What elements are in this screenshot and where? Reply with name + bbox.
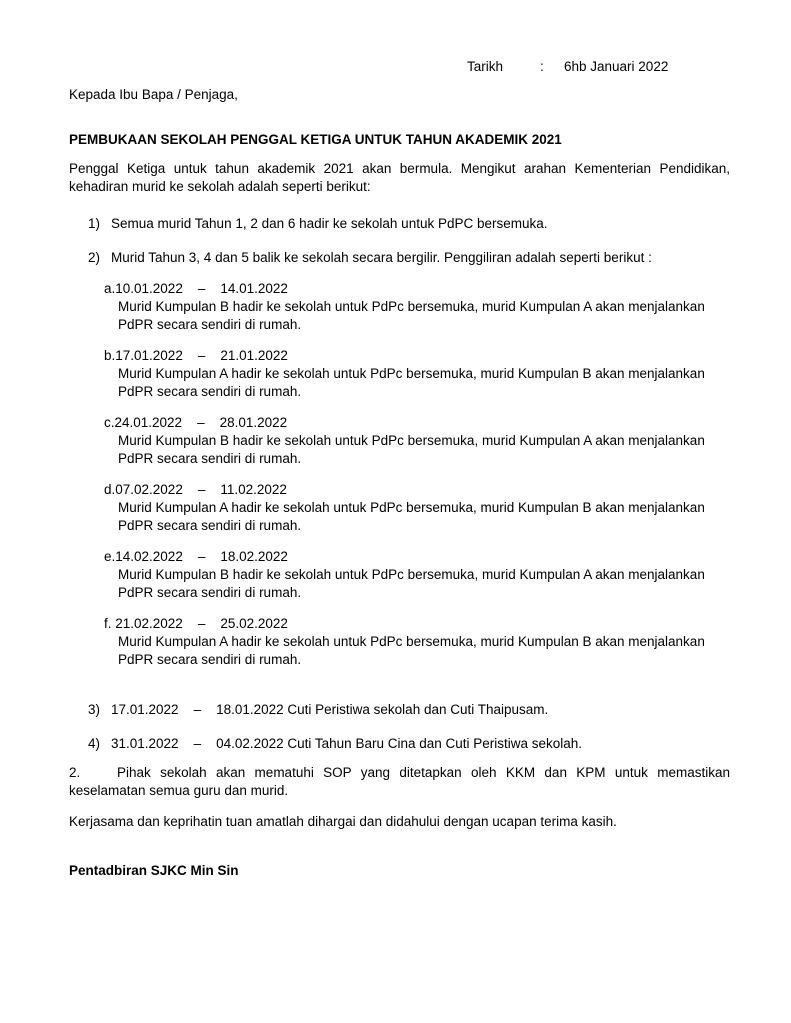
schedule-entry-c: [69, 414, 730, 468]
list-item-3: [69, 701, 730, 719]
list-item-4: [69, 735, 730, 753]
schedule-description: Murid Kumpulan B hadir ke sekolah untuk PdPc bersemuka, murid Kumpulan A akan menjalankan PdPR secara sendiri di rumah.: [118, 433, 705, 466]
signature: Pentadbiran SJKC Min Sin: [69, 863, 239, 878]
schedule-entry-e: [69, 548, 730, 602]
item-number: 1): [88, 216, 101, 231]
list-item-2: [69, 249, 730, 267]
schedule-date-line: e.14.02.2022 – 18.02.2022: [104, 549, 288, 564]
date-label: Tarikh: [467, 59, 504, 74]
paragraph-number: 2.: [69, 765, 81, 780]
closing-paragraph: Kerjasama dan keprihatin tuan amatlah dihargai dan didahului dengan ucapan terima kasih.: [69, 814, 617, 829]
schedule-entry-a: [69, 280, 730, 334]
list-item-1: [69, 215, 730, 233]
schedule-date-line: b.17.01.2022 – 21.01.2022: [104, 348, 288, 363]
schedule-date-line: d.07.02.2022 – 11.02.2022: [104, 482, 287, 497]
item-text: 31.01.2022 – 04.02.2022 Cuti Tahun Baru Cina dan Cuti Peristiwa sekolah.: [111, 736, 583, 751]
schedule-date-line: a.10.01.2022 – 14.01.2022: [104, 281, 288, 296]
date-colon: :: [540, 59, 544, 74]
intro-paragraph: Penggal Ketiga untuk tahun akademik 2021 akan bermula. Mengikut arahan Kementerian Pendidikan, kehadiran murid ke sekolah adalah seperti berikut:: [69, 161, 730, 194]
schedule-date-line: c.24.01.2022 – 28.01.2022: [104, 415, 288, 430]
schedule-description: Murid Kumpulan A hadir ke sekolah untuk PdPc bersemuka, murid Kumpulan B akan menjalankan PdPR secara sendiri di rumah.: [118, 500, 705, 533]
document-title: PEMBUKAAN SEKOLAH PENGGAL KETIGA UNTUK TAHUN AKADEMIK 2021: [69, 132, 562, 147]
schedule-date-line: f. 21.02.2022 – 25.02.2022: [104, 616, 288, 631]
date-value: 6hb Januari 2022: [564, 59, 669, 74]
item-number: 4): [88, 736, 101, 751]
date-field: [69, 58, 730, 76]
item-text: 17.01.2022 – 18.01.2022 Cuti Peristiwa sekolah dan Cuti Thaipusam.: [111, 702, 549, 717]
schedule-description: Murid Kumpulan A hadir ke sekolah untuk PdPc bersemuka, murid Kumpulan B akan menjalankan PdPR secara sendiri di rumah.: [118, 366, 705, 399]
paragraph-text: Pihak sekolah akan mematuhi SOP yang ditetapkan oleh KKM dan KPM untuk memastikan keselamatan semua guru dan murid.: [69, 765, 730, 798]
item-text: Murid Tahun 3, 4 dan 5 balik ke sekolah secara bergilir. Penggiliran adalah seperti berikut :: [111, 250, 652, 265]
schedule-entry-b: [69, 347, 730, 401]
sop-paragraph: [69, 764, 730, 800]
salutation: Kepada Ibu Bapa / Penjaga,: [69, 87, 238, 102]
schedule-entry-d: [69, 481, 730, 535]
schedule-description: Murid Kumpulan B hadir ke sekolah untuk PdPc bersemuka, murid Kumpulan A akan menjalankan PdPR secara sendiri di rumah.: [118, 299, 705, 332]
schedule-description: Murid Kumpulan B hadir ke sekolah untuk PdPc bersemuka, murid Kumpulan A akan menjalankan PdPR secara sendiri di rumah.: [118, 567, 705, 600]
item-number: 2): [88, 250, 101, 265]
item-number: 3): [88, 702, 101, 717]
schedule-entry-f: [69, 615, 730, 669]
item-text: Semua murid Tahun 1, 2 dan 6 hadir ke sekolah untuk PdPC bersemuka.: [111, 216, 548, 231]
schedule-description: Murid Kumpulan A hadir ke sekolah untuk PdPc bersemuka, murid Kumpulan B akan menjalankan PdPR secara sendiri di rumah.: [118, 634, 705, 667]
